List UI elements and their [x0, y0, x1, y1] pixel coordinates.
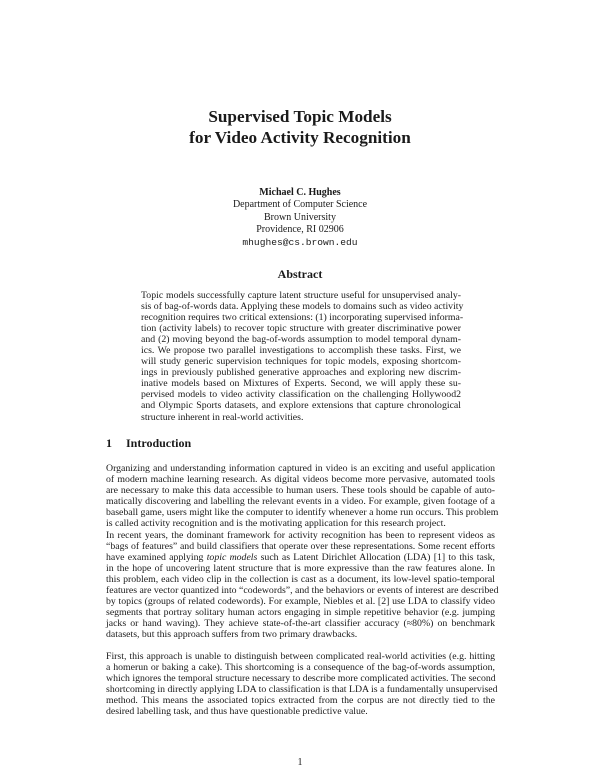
abstract-line: Topic models successfully capture latent structure useful for unsupervised analy-: [141, 290, 461, 301]
paragraph-line: are necessary to make this data accessible to human users. These tools should be capable of auto-: [106, 485, 495, 497]
paragraph-line: shortcoming in directly applying LDA to classification is that LDA is a fundamentally unsupervised: [106, 684, 498, 696]
section-title: Introduction: [126, 436, 192, 450]
paragraph-line: in the hope of uncovering latent structure that is more expressive than the raw features alone. In: [106, 563, 495, 575]
abstract-line: sis of bag-of-words data. Applying these models to domains such as video activity: [141, 301, 464, 313]
text-run: such as Latent Dirichlet Allocation (LDA) [1] to this task,: [257, 552, 495, 564]
author-block: [0, 187, 600, 249]
abstract-line: and (2) moving beyond the bag-of-words assumption to model temporal dynam-: [141, 334, 461, 346]
abstract-body: [141, 290, 464, 423]
paragraph-line: baseball game, users might like the computer to identify whenever a home run occurs. This problem: [106, 507, 499, 519]
paragraph-line: is called activity recognition and is the motivating application for this research project.: [106, 518, 446, 530]
abstract-line: ics. We propose two parallel investigations to accomplish these tasks. First, we: [141, 345, 461, 357]
paragraph-line: segments that portray solitary human actors engaging in simple repetitive behavior (e.g. jumping: [106, 607, 495, 619]
paragraph-line: jacks or hand waving). They achieve state-of-the-art classifier accuracy (≈80%) on benchmark: [106, 618, 495, 630]
author-email: mhughes@cs.brown.edu: [242, 236, 358, 248]
paragraph-line: First, this approach is unable to distinguish between complicated real-world activities (e.g. hitting: [106, 651, 495, 662]
paper-title: [0, 106, 600, 148]
emphasis-topic-models: topic models: [206, 552, 258, 564]
author-location: Providence, RI 02906: [256, 224, 344, 236]
section-number: 1: [106, 436, 112, 450]
author-name: Michael C. Hughes: [259, 187, 341, 198]
abstract-line: and Olympic Sports datasets, and explore extensions that capture chronological: [141, 400, 461, 412]
paragraph-line: matically discovering and labelling the relevant events in a video. For example, given footage of a: [106, 496, 495, 508]
section-heading: [106, 436, 191, 451]
abstract-line: structure inherent in real-world activities.: [141, 411, 304, 423]
paragraph-line: of modern machine learning research. As digital videos become more pervasive, automated tools: [106, 474, 495, 486]
intro-paragraph-3: [106, 651, 498, 718]
title-line-1: Supervised Topic Models: [208, 107, 392, 126]
paragraph-line: desired labelling task, and thus have questionable predictive value.: [106, 706, 368, 718]
paragraph-line: datasets, but this approach suffers from two primary drawbacks.: [106, 629, 358, 641]
abstract-line: pervised models to video activity classification on the challenging Hollywood2: [141, 389, 461, 401]
page-number: 1: [297, 757, 303, 768]
paragraph-line: this problem, each video clip in the collection is cast as a document, its low-level spatio-temporal: [106, 574, 495, 586]
title-line-2: for Video Activity Recognition: [189, 128, 411, 147]
paragraph-line: features are vector quantized into “codewords”, and the behaviors or events of interest are described: [106, 585, 499, 597]
abstract-line: ings in previously published generative approaches and exploring new discrim-: [141, 367, 461, 379]
author-department: Department of Computer Science: [232, 199, 368, 211]
abstract-heading: Abstract: [277, 267, 323, 281]
intro-paragraph-2: [106, 530, 499, 641]
abstract-line: recognition requires two critical extensions: (1) incorporating supervised informa-: [141, 312, 464, 324]
text-run: have examined applying: [106, 552, 207, 564]
author-university: Brown University: [264, 211, 336, 223]
paragraph-line: In recent years, the dominant framework for activity recognition has been to represent videos as: [106, 530, 495, 541]
paragraph-line: method. This means the associated topics extracted from the corpus are not directly tied to the: [106, 695, 495, 707]
abstract-line: tion (activity labels) to recover topic structure with greater discriminative power: [141, 323, 461, 335]
abstract-line: inative models based on Mixtures of Experts. Second, we will apply these su-: [141, 378, 461, 390]
abstract-line: will study generic supervision techniques for topic models, exposing shortcom-: [141, 356, 461, 368]
intro-paragraph-1: [106, 463, 499, 530]
paragraph-line: by topics (groups of related codewords). For example, Niebles et al. [2] use LDA to classify video: [106, 596, 495, 608]
paragraph-line: Organizing and understanding information captured in video is an exciting and useful application: [106, 463, 495, 474]
paragraph-line: which ignores the temporal structure necessary to describe more complicated activities. The second: [106, 673, 496, 685]
paragraph-line: a homerun or baking a cake). This shortcoming is a consequence of the bag-of-words assumption,: [106, 662, 495, 674]
paragraph-line: [106, 552, 495, 563]
paragraph-line: “bags of features” and build classifiers that operate over these representations. Some recent efforts: [106, 541, 495, 553]
